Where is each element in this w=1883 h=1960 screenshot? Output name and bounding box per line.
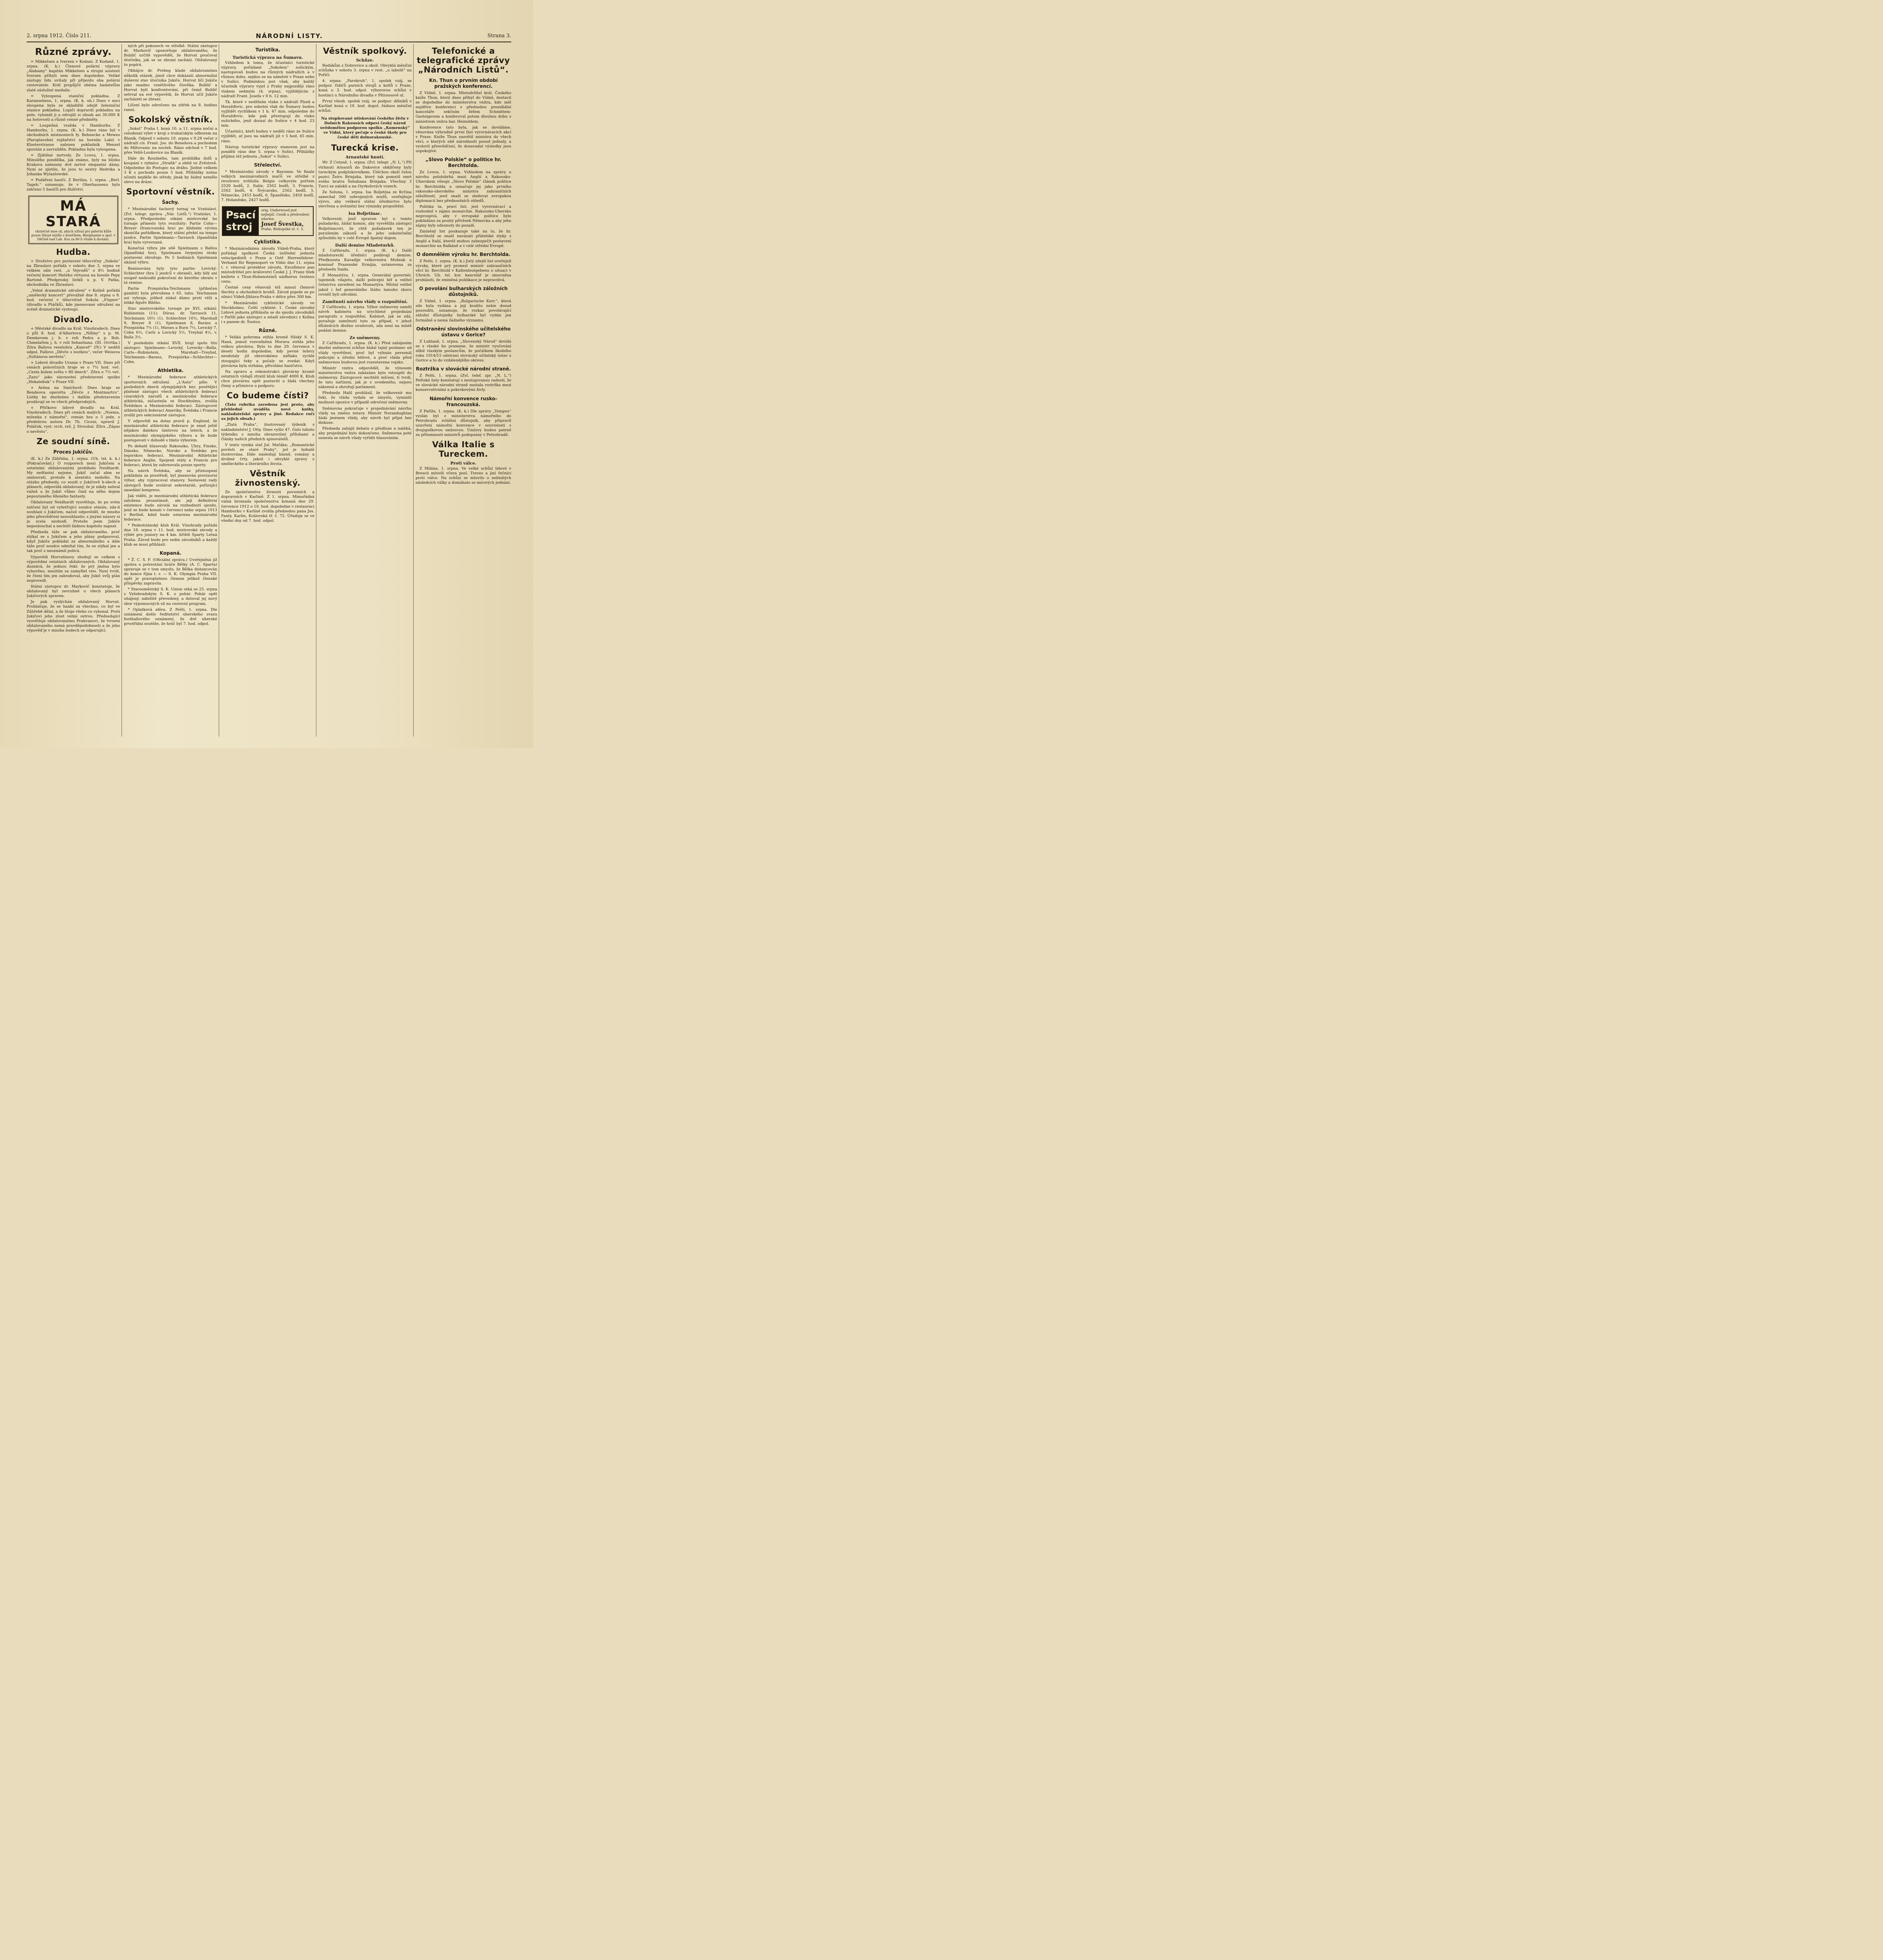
section-title-strelectvi: Střelectví. xyxy=(254,162,282,168)
news-item: Vzhledem k tomu, že účastníci turistické výpravy, pořádané „Sokolem“ sušickým, nastupovali budou na různých nádražích a v různou dobu, sejdou se na náměstí v Praze nebo v Sušici. Podmínkou jest však, aby každý účastník výpravy vyjel z Prahy nejpozději ráno vlakem sedmým (4. srpna), vyjíždějícím z nádraží Frant. Josefa v 8 h. 12 min. xyxy=(221,61,314,98)
issue-date: 2. srpna 1912. Číslo 211. xyxy=(27,33,92,39)
article-subtitle: Další demise Mladoturků. xyxy=(335,243,395,248)
ad-text: skutečně mne sil, abych užíval pro páteční kůže pouze lilioyé mýdlo s koníčkem, Bergmanne a spol. v Děčíně nad Lab. Kus za 80 h všude k dostání. xyxy=(31,229,116,241)
news-item: * Mezinárodní federace athletických sportovních sdružení. „L'Auto“ píše: V posledních dnech olympijských her, pouštějící plněnné zástupci všech athletických federací císarských národů a mezinárodní federace athletická, zúčastnila se Stockholmu, zvolila Švédskou a Mezinárodní federaci. Zástupcové athletických federací Ameriky, Švédska i Francie zvolili pro sekcionárné zástupce. xyxy=(124,375,217,418)
news-item: * Mezinárodnímu závodu Vídeň-Praha, který pořádají spolkové Česká ústřední jednota velocipedistů v Praze a Ostř. Herrenfahrer-Verband für Regensport ve Vídni dne 11. srpna t. r. věnoval protektor závodu, Excellence pan místodržitel pro království České J. J. Franz titek knížete z Thun-Hohensteinů nádherou čestnou cenu. xyxy=(221,246,314,284)
news-item: Státní zástupce dr. Markovič konstatuje, že obžalovaný byl zevrubně o všech plánech Jukičových zpraven. xyxy=(27,584,120,599)
news-item: V posledním utkání XVII. hrají spolu tito zástupci: Spielmann—Levický, Lovecky—Balla, Carls—Rubinstein, Marshall—Treybal, Teichmann—Barasz, Przepiórka—Schlechter—Cohn. xyxy=(124,341,217,365)
section-title-ruzne: Různé. xyxy=(258,328,277,334)
news-item: Předseda táže se pak obžalovaného, proč stýkal se s Jukičem a jeho plány podporoval, když Jukiče pokládal za abnormálního a dále táže proč soudce odmítal tím, že se stýkal jen a tak proč s neoznámil policii. xyxy=(27,530,120,554)
news-item: + Městské divadlo na Král. Vinohradech. Dnes o půl 8. hod. d'Albertova „Nížiny“ s p. M. Demkovem j. h. v roli Pedra a p. Boh. Chmelařem j. h. v roli Sebastiana. (III. čtvrtka.) Zítra Bažova veselohra „Kanceř“ (IV.) V neděli odpol. Fallovo „Děvče s loutkou“, večer Weisova „Sultánova nevěsta“. xyxy=(27,326,120,359)
ad-company-name: Josef Švestka, xyxy=(261,221,304,227)
news-item: Z Cařihradu, 1. srpna. (K. k.) Před zahájením dnešní sněmovní schůze žádal tajný poslanec od vlády vysvětlení, proč byl vyhnán personál policejní a úřední šéfové, a proč vláda před sněmovnou budovou jest rozestavena vojsko. xyxy=(318,341,412,365)
news-item: Ze Lvova, 1. srpna. Vzhledem na zprávy o návrhu pololobrhá mezi Anglií a Rakousko-Uherskem věnuje „Slovo Polskie“ článek politice hr. Berchtolda a označuje jej jako prvního rakousko-uherského ministra zahraničních záležitostí, jenž snaží se sledovat evropskou diplomacii bez přednostních ohledů. xyxy=(416,170,511,203)
section-title-soudni-sin: Ze soudní síně. xyxy=(36,436,110,446)
column-4 xyxy=(318,44,412,737)
newspaper-title: NÁRODNÍ LISTY. xyxy=(256,32,323,40)
ad-headline: Psací stroj xyxy=(223,207,259,235)
section-title-ruzne-zpravy: Různé zprávy. xyxy=(35,46,112,57)
news-item: Partie Przepiórka-Teichmann (přibočen gambit) byla přerušena v 65. tahu. Teichmann asi vyhraje, jelikož získal dámu proti věži a lehké figuře Bílého. xyxy=(124,286,217,305)
news-item: Ze společenstva živnosti povozních a dopravních v Karlině. Z 1. srpna. Mimořádná valná hromada společenstva konaná dne 29. července 1912 o 10. hod. dopoledne v restauraci Hamburku v Karlíně zvolila předsedou pana Jos. Fanty, Karlin, Královská tř. č. 72. Úřaduje se ve všední dny od 7. hod. odpol. xyxy=(221,490,314,523)
news-item: Obhájce dr. Prebeg klade obžalovanému několik otázek, jimiž chce dokázati abnormální duševní stav útočníka Jukiče. Horvat líčí Jukiče jako snadno vznětlivého člověka. Bublič a Horvat byli konfrontováni, při čemž Bublič setrval na své výpovědi, že Horvat učil Jukiče zacházeti se zbraní. xyxy=(124,69,217,102)
news-item: Je pak vyslýchán obžalovaný Horvat. Prohlašuje, že se hanbí za všechno, co byl ve Záhřebě dělal, a že lituje všeho co vykonal. Proti Jukičovi jeho zlost velmi ostrou. Předsedající vysvětluje obžalovanému Prakvanovi, že tvrzení obžalovaného nemá pravděpodobnosti a že jeho výpověď je v mnoha bodech se odporující. xyxy=(27,600,120,633)
article-subtitle: Arnautské hnutí. xyxy=(345,155,385,160)
news-item: „Zlatá Praha“, ilustrovaný týdeník s nakladatelství J. Otty. Dnes vyšlo 47. číslo tohoto týdeníku s mnoha obrazovými přílohami a články našich předních spisovatelů. xyxy=(221,423,314,441)
section-title-vestnik-zivnostensky: Věstník živnostenský. xyxy=(235,469,301,488)
news-item: „Volné dramatické sdružení“ v Kolíně pořádá „umělecký koncert“ převážně dne 8. srpna o 8. hod. večerní v tělocvičně Sokola „Fügner“ (divadlo u Ptáčků), kde jmenované sdružení na scéně dramatické vystoupí. xyxy=(27,289,120,312)
news-item: * Mezinárodní šachový turnaj ve Vratislavi. (Zvl. telegr. zpráva „Nár. Listů.“) Vratislav, 1. srpna. Předposlední utkání mistrovské ho turnaje přineslo tyto rezultáty: Partie Cohn—Breyer (francouzská hra) po klidném vývinu skončila pořádkem, který státní přešel na tempo jezdce. Partie Spielmann—Tarrasch (španělská hra) byla vyrovnaná. xyxy=(124,207,217,245)
news-item: Remisovány byly tyto partie: Levický-Schlechter (hra 2 jezdců v obraně), kdy bílý ani soupeř nedosáhl pokročení do kterého obratu v té remise. xyxy=(124,266,217,285)
news-item: Tk. které v nedělním vlaku z nádraží Plzeň a Horažďovic, pro sobotní vlak do Šumavy budou vyjíždět rychlíkem v 1 h. 47 min. odpoledne do Horažďovic, kde pak přestupují do vlaku sušického, jenž dorazí do Sušice v 4 hod. 23 min. xyxy=(221,100,314,128)
section-title-telefonicke-zpravy: Telefonické a telegrafické zprávy „Národních Listů“. xyxy=(417,46,510,74)
news-item: Z Cařihradu, 1. srpna. (K. k.) Další mladotureckí úředníci podávají demise. Předkuosta Kavadije velkovezíra Mušeak a komisař Prazenské Ermijia, ustanovena za předsedu Saida. xyxy=(318,248,412,272)
news-item: Konečná výhra jde sítě Spielmann s Ballou (španělská hra), Spielmann čerpnými útoky postavení ohrožuje. Po 5 hodinách Spielmann ukázal výhru. xyxy=(124,246,217,265)
news-item: Z Monastýra, 1. srpna. Generální guvernér, tajemník vilajetu, další policejní šéf a velitel četnictva zavedení na Monastýra. Místní velitel jakož i šef generálního štábu lamuho sboru rovněž byli odvoláni. xyxy=(318,273,412,297)
section-title-hudba: Hudba. xyxy=(56,247,91,257)
news-item: Zmíněný list poukazuje také na to, že hr. Berchtold se snaží navázati přátelské styky s Anglií a Italií, kteréž mohou zabezpečit postavení monarchie na Balkáně a v celé střední Evropě. xyxy=(416,229,511,248)
news-item: Velkovezír, jenž zpraven byl o tomto požadavku, žádal komisi, aby vysvětlila zástupci Boljetinacovi, že chtě požadavek ten je porušením zákonů a že jeho uskutečnění způsobilo by v celé Evropě špatný dojem. xyxy=(318,217,412,240)
news-item: Z Paříže, 1. srpna. (K. k.) Dle zprávy „Tempsu“ vyslán byl z ministerstva námořního do Petrohradu zvláštní důstojník, aby připravil uzavření námořní konvence v souvislosti s dvojspolkovou smlouvou. Úmluvy budou patrně za přítomnosti ministrů podepsány v Petrohradě. xyxy=(416,409,511,437)
article-subtitle: O povolání bulharských záložních důstojníků. xyxy=(419,286,508,298)
article-subtitle: Kopaná. xyxy=(160,550,182,556)
article-subtitle: Proces Jukičův. xyxy=(53,449,93,455)
news-item: Z Pešti, 1. srpna. (Zvl. telef. zpr. „N. L.“) Peštské listy konstatují s neutajovanou radostí, že ve slovácké národní straně nastala roztržka mezi konservativními a pokrokovými živly. xyxy=(416,374,511,392)
article-subtitle: Šachy. xyxy=(162,200,179,205)
news-item: Z Lublaně, 1. srpna. „Slovenský Národ“ dovídá se z vlaské ho pramene, že ministr vyučování slibil vlaským poslancům, že počátkem školního roku 1914/15 odstraní slovinský učitelský ústav z Gorice a to do vzdálenějšího okresu. xyxy=(416,339,511,363)
article-subtitle: „Slovo Polskie“ o politice hr. Berchtolda. xyxy=(425,157,501,169)
news-item: Obžalovaný Neidhardt vysvětluje, že po svém zatčení byl od vyšetřující soudce otázán, zda-li souhlasí s Jukičem, načež odpověděl, že mnoho jeho přesvědčení nesouhlasilo; s jinými názory si je zcela neshodl. Protože jsem Jukiče neposlouchal a nechtěl žádnou kapitolu napsat. xyxy=(27,500,120,528)
article-subtitle: Ze sněmovny. xyxy=(349,336,381,341)
advertisement-ma-stara xyxy=(28,196,118,244)
column-2 xyxy=(124,44,217,737)
section-title-vestnik-spolkovy: Věstník spolkový. xyxy=(323,46,407,56)
news-item: Výpovědi Horvatinovy shodují se celkem s výpovědmi ostatních obžalovaných. Obžalovaný doznává, že jednou řekl: že prý jména bylo vyhověno, mezitím sa zamyšlel viss. Nyní tvrdí, že čtení tím jen zabraňoval, aby Jukič svůj plán neprovedl. xyxy=(27,555,120,583)
news-item: Dále do Roudného, tam prohlídka dolů a koupání v rybníce „Straňk“ a oběd ve Zvěstově. Odpoledne do Postupic na dráhu. Jízdné celkem 3 K s pochodu pouze 5 hod. Přihlášky nutno učiniti nejdéle do středy, jinak by žádný nemělo slevu na dráze. xyxy=(124,156,217,185)
news-item: * Starooměstský S. K. Union utká se 25. srpna s Vyšehradským S. K. o pohár. Pohár opět uhájený, náležitě převedený, a dotoval jej nový sbor výpomocných sil na cestovní program. xyxy=(124,587,217,606)
section-title-turistika: Turistika. xyxy=(255,47,280,53)
page-number: Strana 3. xyxy=(487,33,511,39)
article-subtitle: Isa Boljetinac. xyxy=(348,211,382,216)
news-item: Z Pešti, 1. srpna. (K. k.) Jistý zdejší list uveřejnil výroky, které prý pronesl ministr zahraničních věcí hr. Berchtold v Kaltenleutgebenu o situaci v Uhrách. Uh. tel. kor. kancelář je zmocněna prohlásiti, že zmíněná publikace je nepravdivá. xyxy=(416,259,511,283)
news-item: „Sokol“ Praha I. koná 10. a 11. srpna noční a celodenní výlet v kroji s trubačským odborem na Blaník. Odjezd v sobotu 10. srpna v 9.28 večer z nádraží cís. Frant. Jos. do Benešova a pochodem do Miltovanic na nocleh. Ráno odchod v 7 hod. přes Veliš-Louňovice na Blaník. xyxy=(124,127,217,155)
article-subtitle: Odstranění slovinského učitelského ústavu v Gorice? xyxy=(416,326,511,338)
news-item: Čestné ceny věnovali též mnozí členové šlechty a obchodních kruhů. Závod pojede se po silnici Vídeň-Jihlava-Praha v délce přes 300 km. xyxy=(221,285,314,299)
news-item: (K. k.) Ze Záhřeba, 1. srpna. (Uh. tel. k. k.) (Pokračování.) O rozporech mezi Jukičem a ostatními obžalovanými probíhalo Neidhardt. My nešťastní nejsme, Jukič začal ahm se omlouvati, protože k atentátu nedošlo. Na otázku předsedy, co soudí o Jukičově h-idech a plánech, odpovídá obžalovaný, že je nikdy nebral vážně a že Jukič vůbec činil na něho dojem pepoutaného šíleného fantasty. xyxy=(27,456,120,499)
news-item: Konference tato byla, jak se dovídáme, věnována výhradně první fázi vyrovnávacích akcí v Praze. Kníže Thun zasvětil ministra do všech věcí, o kterých obě národnosti posud jednaly, a vyslovil přesvědčení, že dosavadní výsledky jsou uspokojivé. xyxy=(416,125,511,154)
article-subtitle: Zamítnutí návrhu vlády o rozpuštění. xyxy=(322,299,408,304)
appeal-notice: Na stupňované utiskování českého živlu v Dolních Rakousích odpoví český národ uvědomělou podporou spolku „Komenský“ ve Vídni, který pečuje o české školy pro české děti dolnorakouské. xyxy=(320,116,410,140)
news-item: * Veliká pohroma stihla kromě říšský S. K. Haná, jemuž rozvodněná Morava strhla jeho velkou plovárnu. Bylo to dne 29. července v desetí hodin dopoledne, kdy pevné težery neodolaly již obrovskému náťlaku rychlé stoupající řeky a počaly se zvedat. Když plovárna byla strhána, přivoláno hasičstvo. xyxy=(221,335,314,368)
news-item: Líčení bylo odročeno na zítřek na 8. hodinu ranní. xyxy=(124,103,217,113)
news-item: Předseda Halil prohlásil, že velkovezír mu řekl, že vláda vydala se úmyslu, vyminiti možnost opozice v případě odročení sněmovny. xyxy=(318,391,412,405)
section-title-cyklistika: Cyklistika. xyxy=(254,239,282,245)
section-title-divadlo: Divadlo. xyxy=(53,314,93,324)
article-subtitle: Athletika. xyxy=(157,368,184,374)
article-subtitle: Kn. Thun o prvním období pražských konferencí. xyxy=(429,78,498,89)
news-item: Po debatě hlasovaly Rakousko, Uhry, Finsko, Dánsko, Německo, Norsko a Švédsko pro legorskou federaci. Mezinárodní Athletické federace Anglie, Spojené státy a Francie pro federaci, která by zahrnovala pouze sporty. xyxy=(124,444,217,468)
news-item: * Mezinárodní závody v Bayonne. Ve finale velkých mezinárodních mačů ve střelbě z revolveru zvítězila Belgie celkovým počtem 2520 bodů, 2. Italie, 2562 bodů, 3. Francie, 2562 bodů, 4. Švýcarsko, 2562 bodů, 5. Německo, 2453 bodů, 6. Španělsko, 2450 bodů, 7. Holandsko, 2427 bodů. xyxy=(221,169,314,203)
news-item: V textu vyniká stať Jul. Mařáka: „Romantické pověsti ze staré Prahy“, jež je bohatě ilustrována. Dále následují básně, romány a drobné črty, jakož i obvyklé zprávy z uměleckého a literárního života. xyxy=(221,443,314,466)
article-subtitle: Schůze. xyxy=(356,58,374,63)
section-title-valka-italie: Válka Italie s Tureckem. xyxy=(432,440,495,459)
news-item: Z Vídně, 1. srpna. Místodržitel král. Českého kníže Thun, který dnes přibyl do Vídně, dostavil se dopoledne do ministerstva vnitra, kde měl nejdříve konferenci s předsedou presidiální kanceláře sekčním šéfem Schmittem-Gasteigerem a konferoval potom dlouhou dobu s ministrem vnitra bar. Heinoldem. xyxy=(416,91,511,124)
news-item: Účastníci, kteří budou v neděli ráno ze Sušice vyjíždět, ať jsou na nádraží již v 5 hod. 45 min. ráno. xyxy=(221,129,314,143)
news-item: Nástup turistické výpravy stanoven jest na pondělí ráno dne 5. srpna v Sušici. Přihlášky přijímá též jednota „Sokol“ v Sušici. xyxy=(221,145,314,159)
news-item: Předseda zahájil debatu o předloze a naléhá, aby projednání bylo dokončeno. Sněmovna poté usnesla se návrh vlády vyřídit hlasováním. xyxy=(318,426,412,441)
news-item: Jak víděti, je mezinárodní athletická federace založena prozatímně, ale její definitivní existence bude závislá na rozhodnutí sjezdu, jenž se bude konati v červenci nebo srpnu 1913 v Berlíně, kdež bude ustavena mezinárodní federace. xyxy=(124,494,217,522)
news-item: Wr. Z Cetyně, 1. srpna. (Zvl. telegr. „N. L.“) Při vtrhnutí Arnautů do Dakovice obklíčeny byly tureckým podplukovníkem. Útěchou okolí čelou pozici Žeiru Brinjaka, který tak pomstil smrt svého bratra Šehabana Brinjaka. Všechny 3 Turci se zalekli a na čtyrkolových vozech. xyxy=(318,160,412,189)
ad-text: orig. Underwood jest nejlepší. Ceník a předvedení zdarma. xyxy=(261,208,309,221)
news-item: + Lidové divadlo Urania v Praze VII. Dnes při cenách polovičních hraje se o 7½ hod. več. „Cesta kolem světa v 80 dnech“. Zítra o 7½ več. „Zazu“ jako slavnostní představení spolku „Hekatebuk“ v Praze VII. xyxy=(27,361,120,384)
column-divider xyxy=(413,44,414,737)
article-subtitle: O domnělém výroku hr. Berchtolda. xyxy=(416,251,510,257)
section-title-co-budeme-cisti: Co budeme čísti? xyxy=(227,391,309,401)
news-item: + Aréna na Smíchově. Dnes hraje se Bendeova operetta „Děvče z Montmartru“. Lístky ke dnešnímu i dalším představením prodávají se ve všech předprodejích. xyxy=(27,385,120,404)
news-item: Ministr vnitra odpověděl, že výnosem ministerstva vnitra zakázáno bylo vstoupiti do sněmovny. Zástupcové nechtěli mlčení, ti tvrdí, že tato nařízení, jak je z uvedeného, nejsou zákonná a ohrožují parlament. xyxy=(318,366,412,390)
news-item: * Oplatková aféra. Z Pešti, 1. srpna. Dle oznámení došlo ředitelství uherského svazu footballového oznámení, že dvě uherské prvotřídní soutěže, že hráč byl 7. hod. odpol. xyxy=(124,607,217,626)
news-item: * Mezinárodní cyklistické závody ve Stockholmu. Čeští cyklisté: I. České závodní Lidové jednota přihlásila se do sjezdu závodníků v Paříži jako zástupci a mladí závodníci z Kolína i s panem dr. Šustou. xyxy=(221,301,314,324)
masthead xyxy=(27,30,511,42)
news-item: + Přičkovo lidové divadlo na Král. Vinohradech. Dnes při cenách malých: „Noema, milenka z námořní“, román hra o 5 jedn. s předehrou autora Dr. Th. Ciconi, upravil J. Poláček, vyst. vrch. rež. J. Stroubal. Zítra „Zápas o nevěstu“. xyxy=(27,406,120,434)
rubric-intro: (Tato rubrika zavedena jest proto, aby přehledně uváděla nové knihy, nakladatelské zprávy a jiné. Redakce ručí za jejich obsah.) xyxy=(221,403,314,421)
ad-headline: MÁ STARÁ xyxy=(45,198,101,230)
news-item: = Zjištěné mrtvoly. Ze Lvova, 1. srpna. Minulého pondělka, jak známo, byly na blízku Krakova nalezeny dvě mrtvé elegantní dámy. Nyní se zjistilo, že jsou to sestry Hedvika a Johanka Wylazlowské. xyxy=(27,153,120,177)
news-item: = Mikkelsen a Iversen v Kodani. Z Kodaně, 1. srpna. (K. k.) Členové polární výpravy „Alabamy“ kapitán Mikkelsen a strojní asistent Iversen přibyli sem dnes dopoledne. Veliké zástupy lidu uvítaly při příjezdu oba polární cestovatele. Král propůjčil oběma badatelům zlaté záslužné medaile. xyxy=(27,60,120,93)
news-item: Rodákům z Dobrovice a okolí. Obvyklá měsíční schůzka v sobotu 3. srpna v rest. „u labutě“ na Poříčí. xyxy=(318,64,412,78)
section-title-sokolsky-vestnik: Sokolský věstník. xyxy=(128,115,213,125)
news-item: Z Cařihradu, 1. srpna. Výbor sněmovny zamítl návrh kabinetu na urychlené projednání paragrafu o rozpuštění. Kabinet, jak se zdá, považuje zamítnutí toto za případ, v jehož důsledcích dlužno uvažovati, zda není na místě podání demise. xyxy=(318,305,412,333)
news-item: ných při pokusech ve střelbě. Státní zástupce dr. Markovič upozorňuje obžalovaného, že Bublič určitě vypověděl, že Horvat poučoval útočníka, jak se se zbraní zacházi. Obžalovaný to popírá. xyxy=(124,44,217,67)
news-item: Z Milána, 1. srpna. Ve velké schůzi lidové v Brescii mluvili včera posl. Treves a jiní řečníci proti válce. Na schůzi se mluvilo o neblahých následcích války a domáhalo se mírových jednání. xyxy=(416,466,511,485)
news-item: První všeob. spolek vzáj. se podpor. dělníků v Karlíně koná o 10. hod. dopol. řádnou měsíční schůzi. xyxy=(318,99,412,113)
news-item: Sněmovna pokračuje v projednávání návrhu vlády na změnu ústavy. Ministr Nurandughian žádá jménem vlády, aby návrh byl přijat bez diskuse. xyxy=(318,406,412,425)
newspaper-page xyxy=(0,0,533,748)
article-subtitle: Námořní konvence rusko-francouzská. xyxy=(429,396,498,407)
section-title-turecka-krise: Turecká krise. xyxy=(331,143,399,153)
column-1 xyxy=(27,44,120,737)
news-item: Ze Soluna, 1. srpna. Isa Boljetina ze Krčina zanechal 500 ozbrojených mužů, uveřejňuje výzvu, aby veškerá státní úřednictvo bylo otevřena a uvěznění bez výminky propuštění. xyxy=(318,190,412,209)
section-title-sportovni-vestnik: Sportovní věstník. xyxy=(126,187,215,197)
news-item: + Družstvo pro postavení tělocvičny „Sokola“ na Zbraslavi pořádá v sobotu dne 3. srpna ve velkém sále rest. „u Vejvodů“ o 8½ hodině večerní koncert 9letého virtuosa na housle Pepy Bartoně. Předprodej lístků u p. V. Patka, obchodníka ve Zbraslavi. xyxy=(27,259,120,287)
article-subtitle: Roztržka v slovácké národní straně. xyxy=(416,366,511,372)
column-5 xyxy=(416,44,511,737)
news-item: = Vyloupená staniční pokladna. Z Karansebesu, 1. srpna. (K. k. uh.) Dnes v noci sloupena byla ze skladiště odejit železniční stanice pokladna. Lupiči dopravili pokladnu na pole, vylomili ji a odvojili si obsah asi 30.000 K na hotovosti a různé cenné předměty. xyxy=(27,94,120,122)
news-item: * Pedestriánský klub Král. Vinohrady pořádá dne 18. srpna v 11. hod. mistrovské závody a výběr pro juniory na 4 km. hřiště Sparty Letná Praha. Závod bude pro sedm závodníků a každý klub se musí přihlásit. xyxy=(124,523,217,547)
ad-address: Praha, Biskupská ul. č. 3. xyxy=(261,227,304,231)
news-item: = Podáření hasiči. Z Berlína, 1. srpna. „Berl. Tageb.“ oznamuje, že v Oberhausenu bylo zatčeno 5 hasičů pro žhářství. xyxy=(27,178,120,192)
news-item: Politika ta, praví list, jest vyrovnávací a rozhodně v zájmu monarchie. Rakousko-Uhersku neprospívá, aby v evropské politice bylo pokládáno za pouhý přívěsek Německa a aby jeho zájmy byly odsunuty do pozadí. xyxy=(416,204,511,228)
news-item: V odpovědi na dotaz pravil p. Englund, že mezinárodní athletická federace je snad ještě nějakou dalekou úmluvou na letech, a že mezinárodní olympijského výboru a že bude postupovati v dohodě s tímto výborem. xyxy=(124,419,217,443)
news-item: Na návrh Švédska, aby se přistoupení pokládala za prostředí, byl jmenován provizorní výbor, aby vypracoval stanovy. Sestavení rady zástupců bude svolávat sekretariát, pořizující zasedání kongresu. xyxy=(124,469,217,492)
advertisement-psaci-stroj xyxy=(222,206,314,236)
news-item: Z Vídně, 1. srpna. „Bulgarische Korr.“, která zde byla vydána a její kvalitu nelze dosud posouditi, oznamuje, že rozkaz povolávající záložní důstojníky bulharské byl vydán jen formálně a nemá žádného významu. xyxy=(416,299,511,323)
news-item: Stav mistrovského turnaje po XVI. utkání: Rubinstein (11); Dúras. dr. Tarrasch 11, Teichmann 10½ (1), Schlechter 10½, Marshall 9, Breyer 8 (1), Spielmann 8, Barász a Przepiórka 7½ (1), Mieses a Burn 7½, Levický 7, Cohn 6½, Carls a Lovický 5½, Treybal 4½, v. Balla 3½. xyxy=(124,307,217,339)
news-item: 4. srpna: „Parokruh“, 1. spolek vzáj. se podpor. řidičů parních strojů a kotlů v Praze, koná o 3. hod. odpol. výborovou schůzi v hostinci u Národního divadla v Pštrossově ul. xyxy=(318,79,412,98)
news-item: = Loupežná vražda v Hamburku. Z Hamburku, 1. srpna. (K. k.) Dnes ráno byl v obchodních místnostech fy. Behnecke a Mewes (Paroplavební rejdařství na horním Labi) v Klosterstrasse nalezen pokladník Menzel spoután a zavražděn. Pokladna byla vyloupena. xyxy=(27,123,120,152)
column-3 xyxy=(221,44,314,737)
article-subtitle: Turistická výprava na Šumavu. xyxy=(232,55,303,60)
article-subtitle: Proti válce. xyxy=(450,461,477,466)
news-item: Na opravu a rekonstrukci plovárny kromě ostatních výdajů ztratil klub téměř 4000 K. Klub chce plovárnu opět postaviti a žádá všechny členy a příznivce o podporu. xyxy=(221,369,314,388)
news-item: * Ž. C. S. F. (Oficiální zpráva.) Uveřejněná již zpráva o potrestání hráče Bělky (A. C. Sparta) opravuje se v tom smyslu, že Bělka distancován do konce října t. r. — S. K. Olympia Praha VII. opět je pravoplatnou členem jelikož členské příspěvky zapravila. xyxy=(124,557,217,586)
